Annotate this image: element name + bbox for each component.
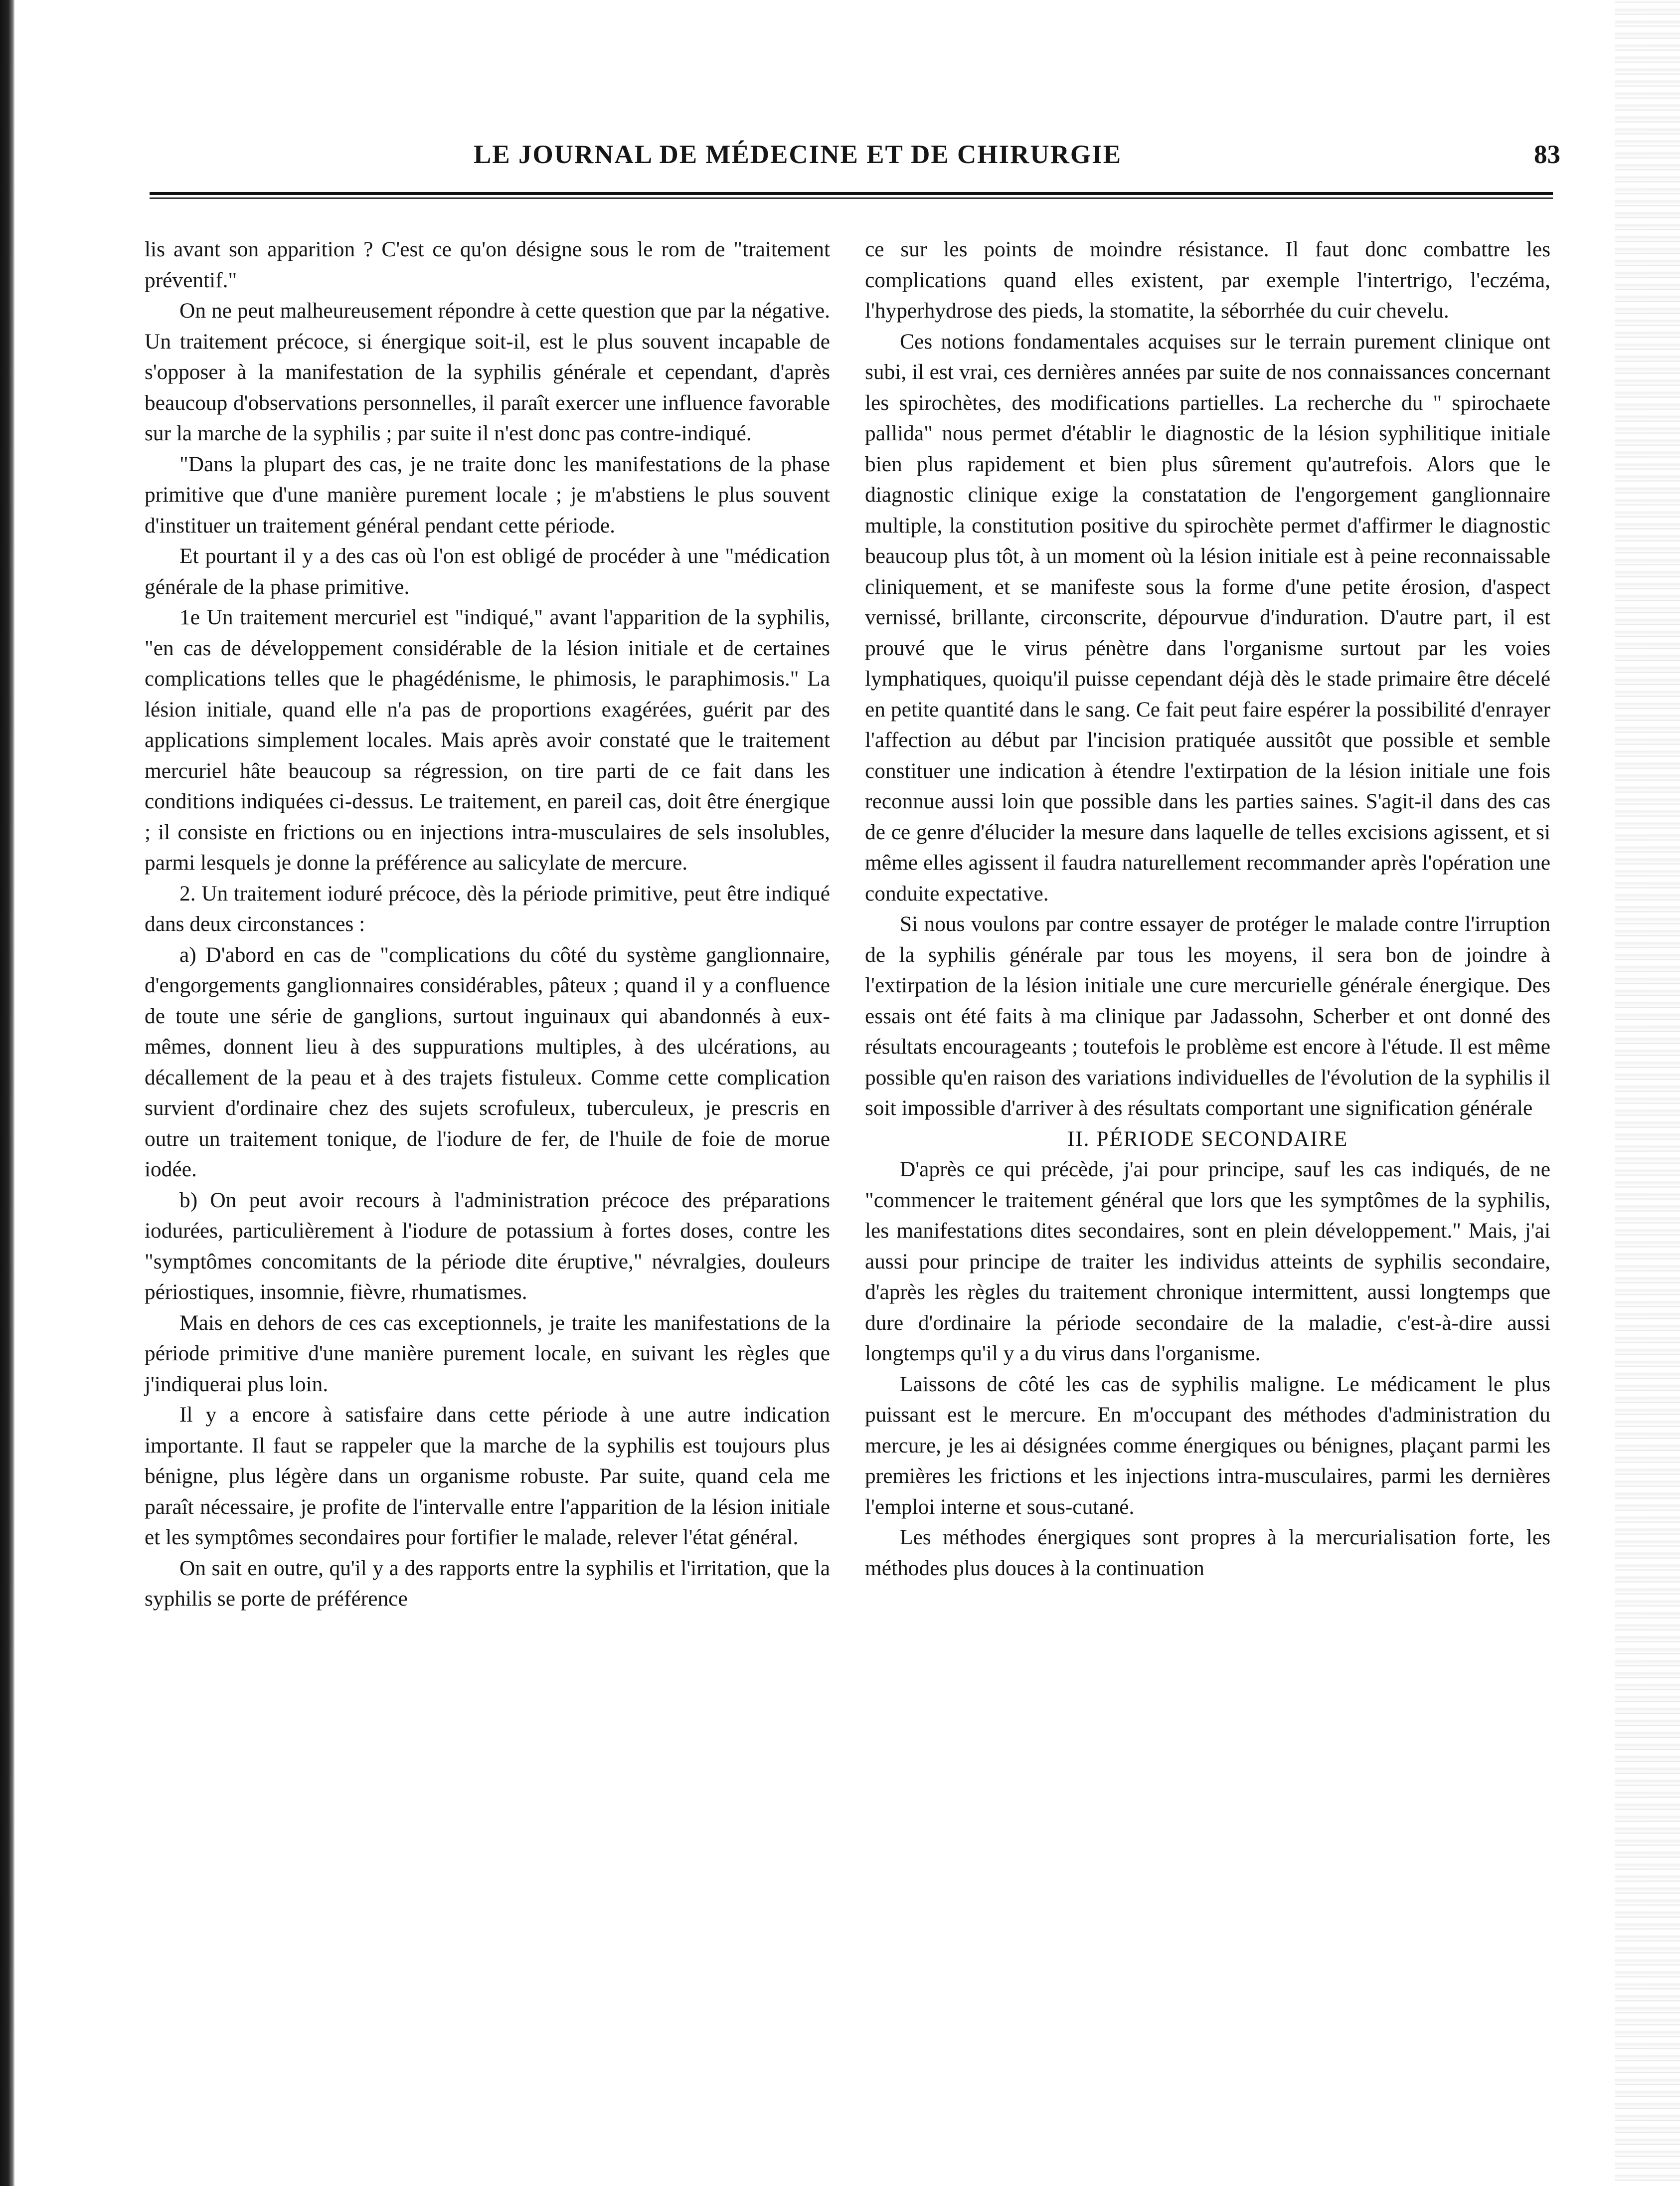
page-header: [145, 140, 1560, 180]
paragraph: "Dans la plupart des cas, je ne traite donc les manifestations de la phase primitive que d'une manière purement locale ; je m'abstiens le plus souvent d'instituer un traitement général pendant cette période.: [145, 452, 830, 538]
paragraph: 1e Un traitement mercuriel est "indiqué," avant l'apparition de la syphilis, "en cas de développement considérable de la lésion initiale et de certaines complications telles que le phagédénisme, le phimosis, le paraphimosis." La lésion initiale, quand elle n'a pas de proportions exagérées, guérit par des applications simplement locales. Mais après avoir constaté que le traitement mercuriel hâte beaucoup sa régression, on tire parti de ce fait dans les conditions indiquées ci-dessus. Le traitement, en pareil cas, doit être énergique ; il consiste en frictions ou en injections intra-musculaires de sels insolubles, parmi lesquels je donne la préférence au salicylate de mercure.: [145, 605, 830, 875]
paragraph: Mais en dehors de ces cas exceptionnels, je traite les manifestations de la période primitive d'une manière purement locale, en suivant les règles que j'indiquerai plus loin.: [145, 1310, 830, 1396]
paragraph: b) On peut avoir recours à l'administration précoce des préparations iodurées, particulièrement à l'iodure de potassium à fortes doses, contre les "symptômes concomitants de la période dite éruptive," névralgies, douleurs périostiques, insomnie, fièvre, rhumatismes.: [145, 1188, 830, 1304]
paragraph: a) D'abord en cas de "complications du côté du système ganglionnaire, d'engorgements ganglionnaires considérables, pâteux ; quand il y a confluence de toute une série de ganglions, surtout inguinaux qui abandonnés à eux-mêmes, donnent lieu à des suppurations multiples, à des ulcérations, au décallement de la peau et à des trajets fistuleux. Comme cette complication survient d'ordinaire chez des sujets scrofuleux, tuberculeux, je prescris en outre un traitement tonique, de l'iodure de fer, de l'huile de foie de morue iodée.: [145, 942, 830, 1181]
paragraph: Il y a encore à satisfaire dans cette période à une autre indication importante. Il faut se rappeler que la marche de la syphilis est toujours plus bénigne, plus légère dans un organisme robuste. Par suite, quand cela me paraît nécessaire, je profite de l'intervalle entre l'apparition de la lésion initiale et les symptômes secondaires pour fortifier le malade, relever l'état général.: [145, 1403, 830, 1549]
right-column: [865, 234, 1550, 1584]
paragraph: Ces notions fondamentales acquises sur le terrain purement clinique ont subi, il est vrai, ces dernières années par suite de nos connaissances concernant les spirochètes, des modifications partielles. La recherche du " spirochaete pallida" nous permet d'établir le diagnostic de la lésion syphilitique initiale bien plus rapidement et bien plus sûrement qu'autrefois. Alors que le diagnostic clinique exige la constatation de l'engorgement ganglionnaire multiple, la constitution positive du spirochète permet d'affirmer le diagnostic beaucoup plus tôt, à un moment où la lésion initiale est à peine reconnaissable cliniquement, et se manifeste sous la forme d'une petite érosion, d'aspect vernissé, brillante, circonscrite, dépourvue d'induration. D'autre part, il est prouvé que le virus pénètre dans l'organisme surtout par les voies lymphatiques, quoiqu'il puisse cependant déjà dès le stade primaire être décelé en petite quantité dans le sang. Ce fait peut faire espérer la possibilité d'enrayer l'affection au début par l'incision pratiquée aussitôt que possible et semble constituer une indication à étendre l'extirpation de la lésion initiale une fois reconnue aussi loin que possible dans les parties saines. S'agit-il dans des cas de ce genre d'élucider la mesure dans laquelle de telles excisions agissent, et si même elles agissent il faudra naturellement recommander après l'opération une conduite expectative.: [865, 329, 1550, 906]
paragraph: On sait en outre, qu'il y a des rapports entre la syphilis et l'irritation, que la syphilis se porte de préférence: [145, 1556, 830, 1611]
paragraph: On ne peut malheureusement répondre à cette question que par la négative. Un traitement précoce, si énergique soit-il, est le plus souvent incapable de s'opposer à la manifestation de la syphilis générale et cependant, d'après beaucoup d'observations personnelles, il paraît exercer une influence favorable sur la marche de la syphilis ; par suite il n'est donc pas contre-indiqué.: [145, 299, 830, 445]
paragraph: Et pourtant il y a des cas où l'on est obligé de procéder à une "médication générale de la phase primitive.: [145, 544, 830, 599]
paragraph: ce sur les points de moindre résistance. Il faut donc combattre les complications quand elles existent, par exemple l'intertrigo, l'eczéma, l'hyperhydrose des pieds, la stomatite, la séborrhée du cuir chevelu.: [865, 237, 1550, 323]
page-number: 83: [1534, 140, 1560, 169]
scan-edge-right: [1615, 0, 1680, 2186]
paragraph: Les méthodes énergiques sont propres à la mercurialisation forte, les méthodes plus douces à la continuation: [865, 1525, 1550, 1580]
journal-title: LE JOURNAL DE MÉDECINE ET DE CHIRURGIE: [474, 140, 1122, 169]
paragraph: Laissons de côté les cas de syphilis maligne. Le médicament le plus puissant est le mercure. En m'occupant des méthodes d'administration du mercure, je les ai désignées comme énergiques ou bénignes, plaçant parmi les premières les frictions et les injections intra-musculaires, parmi les dernières l'emploi interne et sous-cutané.: [865, 1372, 1550, 1519]
paragraph: D'après ce qui précède, j'ai pour principe, sauf les cas indiqués, de ne "commencer le traitement général que lors que les symptômes de la syphilis, les manifestations dites secondaires, sont en plein développement." Mais, j'ai aussi pour principe de traiter les individus atteints de syphilis secondaire, d'après les règles du traitement chronique intermittent, aussi longtemps que dure d'ordinaire la période secondaire de la maladie, c'est-à-dire aussi longtemps qu'il y a du virus dans l'organisme.: [865, 1157, 1550, 1365]
header-rule: [150, 192, 1553, 199]
paragraph: Si nous voulons par contre essayer de protéger le malade contre l'irruption de la syphilis générale par tous les moyens, il sera bon de joindre à l'extirpation de la lésion initiale une cure mercurielle générale énergique. Des essais ont été faits à ma clinique par Jadassohn, Scherber et ont donné des résultats encourageants ; toutefois le problème est encore à l'étude. Il est même possible qu'en raison des variations individuelles de l'évolution de la syphilis il soit impossible d'arriver à des résultats comportant une signification générale: [865, 912, 1550, 1120]
scan-edge-left: [0, 0, 15, 2186]
paragraph: 2. Un traitement ioduré précoce, dès la période primitive, peut être indiqué dans deux circonstances :: [145, 881, 830, 936]
left-column: [145, 234, 830, 1615]
paragraph: lis avant son apparition ? C'est ce qu'on désigne sous le rom de "traitement préventif.": [145, 237, 830, 292]
section-heading: II. PÉRIODE SECONDAIRE: [1067, 1126, 1348, 1151]
